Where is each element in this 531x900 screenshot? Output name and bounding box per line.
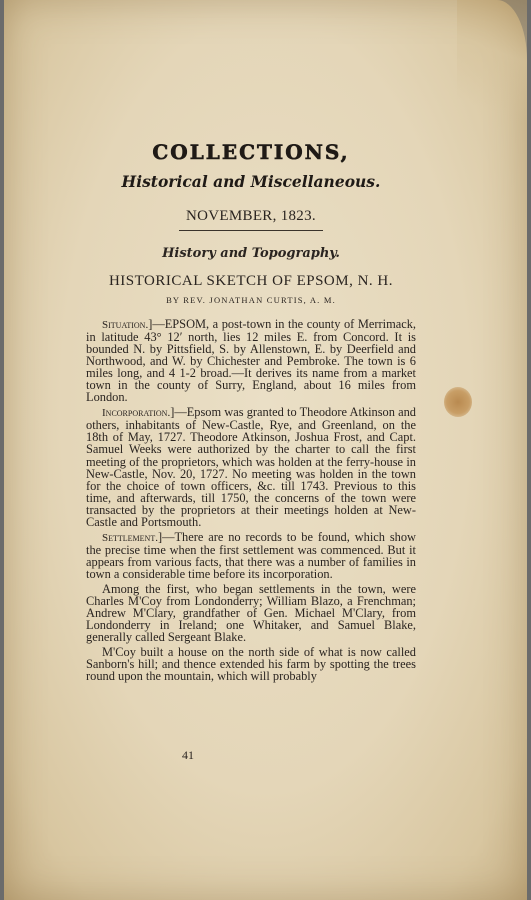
page-number: 41 bbox=[182, 748, 194, 762]
paragraph-incorporation bbox=[86, 406, 416, 527]
book-page bbox=[4, 0, 527, 900]
paragraph-situation bbox=[86, 318, 416, 403]
article-title: HISTORICAL SKETCH OF EPSOM, N. H. bbox=[108, 273, 394, 289]
paragraph-mccoy bbox=[86, 646, 416, 682]
paragraph-settlers bbox=[86, 583, 416, 643]
article-body bbox=[86, 318, 416, 682]
date-rule bbox=[179, 230, 323, 231]
paragraph-text: ]—Epsom was granted to Theodore Atkinson and others, inhabitants of New-Castle, Rye, and Greenland, on the 18th of May, 1727. Theodore Atkinson, Joshua Frost, and Capt. Samuel Weeks were authorized by the charter to call the first meeting of the proprietors, which was holden at the ferry-house in New-Castle, Nov. 20, 1727. No meeting was holden in the town for the choice of town officers, &c. till 1743. Previous to this time, and afterwards, till 1750, the concerns of the town were transacted by the proprietors at their meetings holden at New-Castle and Portsmouth. bbox=[86, 405, 416, 529]
issue-date: NOVEMBER, 1823. bbox=[186, 208, 316, 224]
paragraph-settlement bbox=[86, 531, 416, 580]
paragraph-text: ]—EPSOM, a post-town in the county of Merrimack, in latitude 43° 12′ north, lies 12 miles E. from Concord. It is bounded N. by Pittsfield, S. by Allenstown, E. by Deerfield and Northwood, and W. by Chichester and Pembroke. The town is 6 miles long, and 4 1-2 broad.—It derives its name from a market town in the county of Surry, England, about 16 miles from London. bbox=[86, 317, 416, 405]
collections-heading: COLLECTIONS, bbox=[152, 140, 350, 164]
paragraph-lead: Situation. bbox=[102, 319, 149, 331]
page-fold-shadow bbox=[457, 0, 527, 130]
paragraph-lead: Settlement. bbox=[102, 531, 158, 544]
paragraph-text: M'Coy built a house on the north side of what is now called Sanborn's hill; and thence extended his farm by spotting the trees round upon the mountain, which will probably bbox=[86, 645, 416, 684]
collections-subtitle: Historical and Miscellaneous. bbox=[121, 172, 381, 191]
section-heading: History and Topography. bbox=[162, 246, 340, 261]
paragraph-text: ]—There are no records to be found, which show the precise time when the first settlement was commenced. But it appears from various facts, that there was a number of families in town a considerable time before its incorporation. bbox=[86, 529, 416, 581]
paper-stain bbox=[444, 387, 472, 417]
article-byline: BY REV. JONATHAN CURTIS, A. M. bbox=[166, 295, 336, 305]
paragraph-text: Among the first, who began settlements in the town, were Charles M'Coy from Londonderry; William Blazo, a Frenchman; Andrew M'Clary, grandfather of Gen. Michael M'Clary, from Londonderry in Ireland; one Whitaker, and Samuel Blake, generally called Sergeant Blake. bbox=[86, 581, 416, 645]
paragraph-lead: Incorporation. bbox=[102, 407, 171, 420]
